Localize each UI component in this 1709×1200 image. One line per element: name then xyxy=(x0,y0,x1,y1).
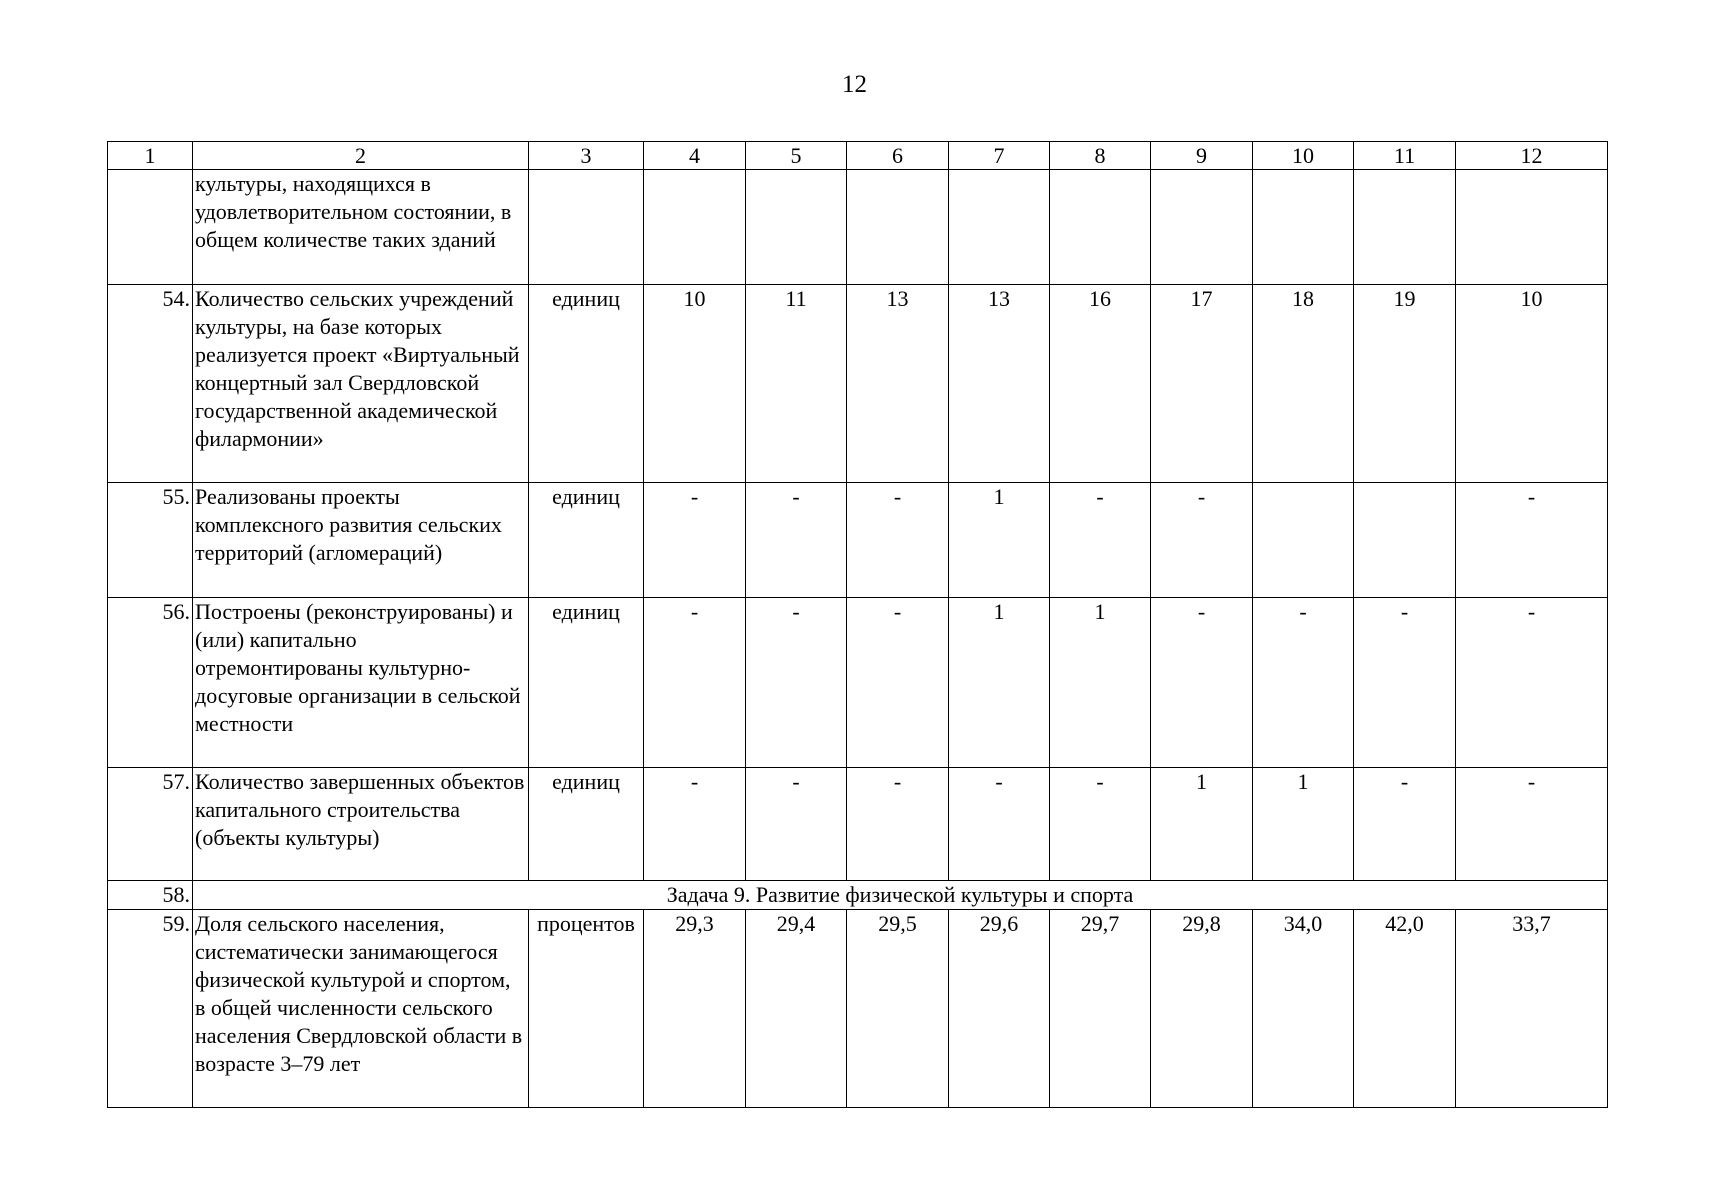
value-cell: 33,7 xyxy=(1456,910,1608,1108)
value-cell: - xyxy=(949,768,1050,881)
value-cell: - xyxy=(847,768,949,881)
indicator-name: Доля сельского населения, систематически занимающегося физической культурой и спортом, в общей численности сельского населения Свердловской области в возрасте 3–79 лет xyxy=(193,910,529,1108)
value-cell: - xyxy=(1253,598,1354,768)
value-cell: 42,0 xyxy=(1354,910,1456,1108)
column-header: 5 xyxy=(746,142,847,170)
table-header xyxy=(108,142,1608,170)
header-row xyxy=(108,142,1608,170)
value-cell xyxy=(746,170,847,285)
column-header: 10 xyxy=(1253,142,1354,170)
value-cell: - xyxy=(1050,768,1151,881)
column-header: 12 xyxy=(1456,142,1608,170)
row-number: 57. xyxy=(108,768,193,881)
page-number: 12 xyxy=(842,71,867,98)
table-row xyxy=(108,170,1608,285)
value-cell xyxy=(949,170,1050,285)
value-cell: 11 xyxy=(746,285,847,483)
row-number xyxy=(108,170,193,285)
unit xyxy=(529,170,644,285)
value-cell xyxy=(1253,170,1354,285)
value-cell: - xyxy=(1354,768,1456,881)
value-cell: 1 xyxy=(1050,598,1151,768)
value-cell: - xyxy=(1151,483,1253,598)
unit: единиц xyxy=(529,768,644,881)
row-number: 54. xyxy=(108,285,193,483)
column-header: 7 xyxy=(949,142,1050,170)
value-cell: - xyxy=(644,598,746,768)
value-cell: 29,3 xyxy=(644,910,746,1108)
unit: процентов xyxy=(529,910,644,1108)
row-number: 55. xyxy=(108,483,193,598)
value-cell: - xyxy=(1456,598,1608,768)
value-cell xyxy=(1151,170,1253,285)
table-row xyxy=(108,285,1608,483)
column-header: 3 xyxy=(529,142,644,170)
value-cell: 18 xyxy=(1253,285,1354,483)
table-row xyxy=(108,598,1608,768)
row-number: 58. xyxy=(108,881,193,910)
value-cell: 1 xyxy=(949,483,1050,598)
value-cell: - xyxy=(847,483,949,598)
indicator-name: Количество сельских учреждений культуры, на базе которых реализуется проект «Виртуальный концертный зал Свердловской государственной академической филармонии» xyxy=(193,285,529,483)
value-cell: - xyxy=(1456,768,1608,881)
value-cell: 17 xyxy=(1151,285,1253,483)
value-cell: - xyxy=(1050,483,1151,598)
table-row xyxy=(108,483,1608,598)
value-cell: - xyxy=(847,598,949,768)
value-cell: 29,6 xyxy=(949,910,1050,1108)
value-cell: 10 xyxy=(1456,285,1608,483)
column-header: 4 xyxy=(644,142,746,170)
task-title: Задача 9. Развитие физической культуры и спорта xyxy=(193,881,1608,910)
column-header: 6 xyxy=(847,142,949,170)
value-cell: 1 xyxy=(1253,768,1354,881)
value-cell xyxy=(1253,483,1354,598)
unit: единиц xyxy=(529,483,644,598)
value-cell: - xyxy=(746,768,847,881)
value-cell: 1 xyxy=(949,598,1050,768)
value-cell: 16 xyxy=(1050,285,1151,483)
unit: единиц xyxy=(529,285,644,483)
value-cell: 19 xyxy=(1354,285,1456,483)
value-cell: - xyxy=(1151,598,1253,768)
indicator-name: культуры, находящихся в удовлетворительном состоянии, в общем количестве таких зданий xyxy=(193,170,529,285)
indicators-table xyxy=(107,141,1608,1108)
value-cell xyxy=(847,170,949,285)
value-cell xyxy=(1050,170,1151,285)
value-cell xyxy=(644,170,746,285)
value-cell: - xyxy=(1456,483,1608,598)
value-cell: - xyxy=(1354,598,1456,768)
indicator-name: Реализованы проекты комплексного развития сельских территорий (агломераций) xyxy=(193,483,529,598)
row-number: 56. xyxy=(108,598,193,768)
value-cell: - xyxy=(644,483,746,598)
column-header: 8 xyxy=(1050,142,1151,170)
column-header: 9 xyxy=(1151,142,1253,170)
table-row xyxy=(108,768,1608,881)
indicator-name: Количество завершенных объектов капитального строительства (объекты культуры) xyxy=(193,768,529,881)
value-cell: 13 xyxy=(949,285,1050,483)
table-body xyxy=(108,170,1608,1108)
value-cell: 1 xyxy=(1151,768,1253,881)
value-cell: - xyxy=(746,598,847,768)
value-cell: 29,8 xyxy=(1151,910,1253,1108)
value-cell xyxy=(1354,170,1456,285)
column-header: 2 xyxy=(193,142,529,170)
value-cell: 10 xyxy=(644,285,746,483)
value-cell: 13 xyxy=(847,285,949,483)
task-row xyxy=(108,881,1608,910)
value-cell: 29,5 xyxy=(847,910,949,1108)
value-cell xyxy=(1354,483,1456,598)
indicator-name: Построены (реконструированы) и (или) капитально отремонтированы культурно-досуговые организации в сельской местности xyxy=(193,598,529,768)
value-cell: - xyxy=(644,768,746,881)
unit: единиц xyxy=(529,598,644,768)
column-header: 11 xyxy=(1354,142,1456,170)
table-row xyxy=(108,910,1608,1108)
value-cell: 29,7 xyxy=(1050,910,1151,1108)
column-header: 1 xyxy=(108,142,193,170)
value-cell: - xyxy=(746,483,847,598)
value-cell xyxy=(1456,170,1608,285)
row-number: 59. xyxy=(108,910,193,1108)
value-cell: 29,4 xyxy=(746,910,847,1108)
value-cell: 34,0 xyxy=(1253,910,1354,1108)
